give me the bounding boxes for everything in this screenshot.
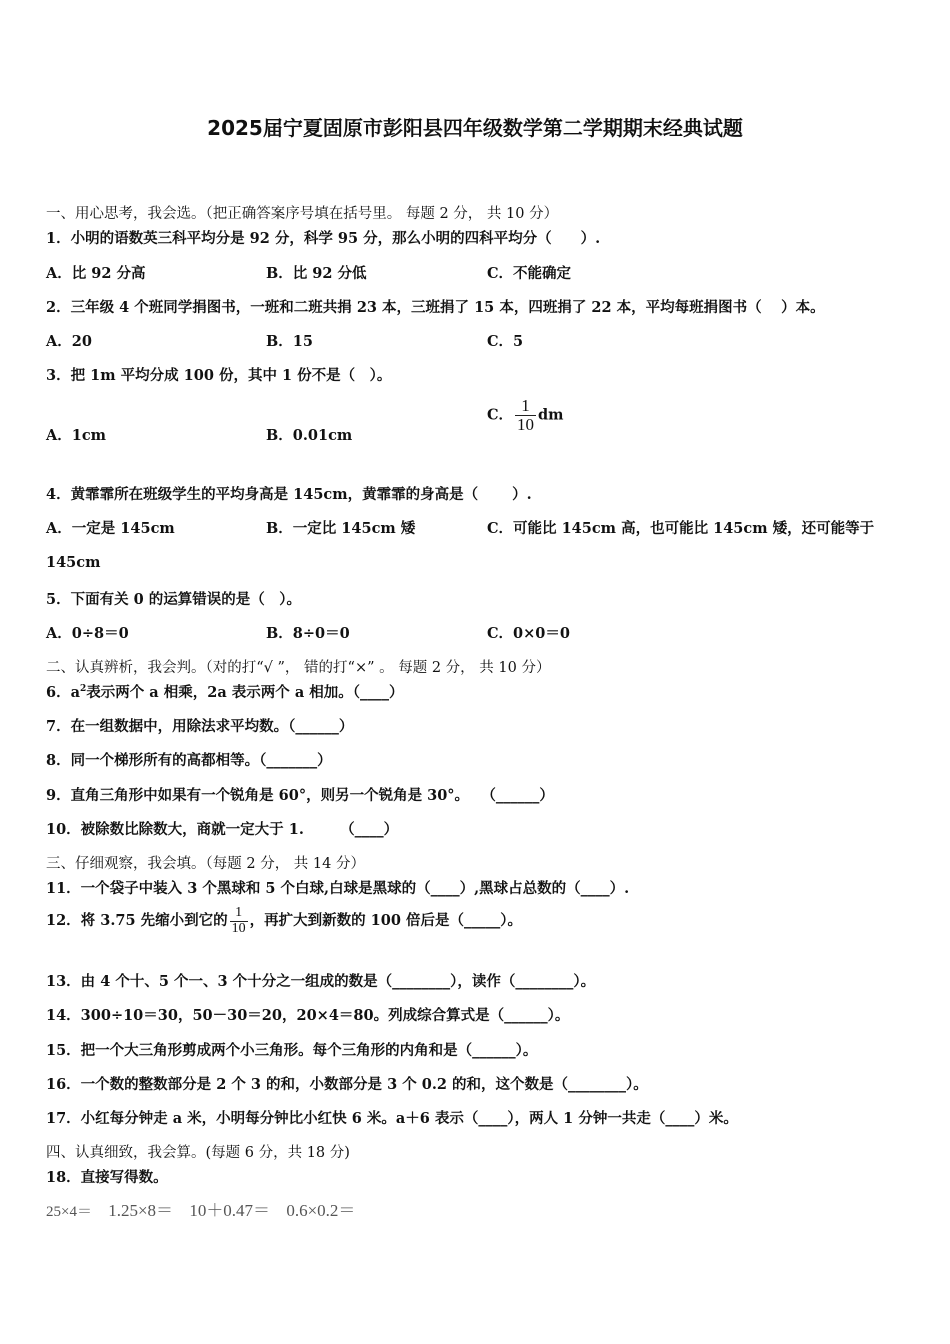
question-14: 14．300÷10＝30，50－30＝20，20×4＝80。列成综合算式是（______）。	[46, 1007, 570, 1024]
q3-option-c-unit: dm	[538, 406, 564, 424]
calc-item: 25×4＝	[46, 1204, 92, 1220]
q2-option-b: B．15	[266, 333, 313, 350]
q2-option-c: C．5	[487, 333, 524, 350]
section-4-heading: 四、认真细致，我会算。(每题 6 分，共 18 分)	[46, 1145, 350, 1161]
q4-option-a: A．一定是 145cm	[46, 520, 175, 537]
question-10: 10．被除数比除数大，商就一定大于 1. （____）	[46, 821, 399, 838]
question-2: 2．三年级 4 个班同学捐图书，一班和二班共捐 23 本，三班捐了 15 本，四班捐了 22 本，平均每班捐图书（ ）本。	[46, 299, 825, 316]
q1-option-a: A．比 92 分高	[46, 265, 146, 282]
q3-option-c	[487, 397, 564, 434]
question-13: 13．由 4 个十、5 个一、3 个十分之一组成的数是（________），读作（________）。	[46, 973, 596, 990]
q4-option-c: C．可能比 145cm 高，也可能比 145cm 矮，还可能等于	[487, 520, 875, 537]
question-5: 5．下面有关 0 的运算错误的是（ ）。	[46, 591, 302, 608]
calc-item: 1.25×8＝	[108, 1201, 174, 1220]
calculation-row	[46, 1196, 367, 1221]
question-4: 4．黄霏霏所在班级学生的平均身高是 145cm，黄霏霏的身高是（ ）.	[46, 486, 532, 503]
q1-option-c: C．不能确定	[487, 265, 572, 282]
q5-option-a: A．0÷8＝0	[46, 625, 129, 642]
q3-option-a: A．1cm	[46, 427, 107, 444]
q12-start: 12．将 3.75 先缩小到它的	[46, 912, 228, 930]
q4-option-c-continued: 145cm	[46, 554, 101, 571]
q5-option-c: C．0×0＝0	[487, 625, 570, 642]
q1-option-b: B．比 92 分低	[266, 265, 367, 282]
question-1: 1．小明的语数英三科平均分是 92 分，科学 95 分，那么小明的四科平均分（ ）.	[46, 230, 601, 247]
q3-option-b: B．0.01cm	[266, 427, 353, 444]
q4-option-b: B．一定比 145cm 矮	[266, 520, 416, 537]
question-12	[46, 906, 522, 936]
question-6	[46, 681, 404, 702]
page-title: 2025届宁夏固原市彭阳县四年级数学第二学期期末经典试题	[207, 116, 743, 140]
calc-item: 0.6×0.2＝	[286, 1201, 356, 1220]
q6-exponent: 2	[79, 684, 87, 695]
section-2-heading: 二、认真辨析，我会判。（对的打“√ ”， 错的打“×” 。 每题 2 分， 共 10 分）	[46, 660, 551, 676]
section-3-heading: 三、仔细观察，我会填。（每题 2 分， 共 14 分）	[46, 856, 365, 872]
fraction-denominator: 10	[231, 920, 246, 936]
question-11: 11．一个袋子中装入 3 个黑球和 5 个白球,白球是黑球的（____）,黑球占总数的（____）.	[46, 880, 630, 897]
q5-option-b: B．8÷0＝0	[266, 625, 350, 642]
q6-rest: 表示两个 a 相乘，2a 表示两个 a 相加。（____）	[86, 684, 404, 701]
question-17: 17．小红每分钟走 a 米，小明每分钟比小红快 6 米。a＋6 表示（____），两人 1 分钟一共走（____）米。	[46, 1110, 738, 1127]
question-8: 8．同一个梯形所有的高都相等。（_______）	[46, 752, 332, 769]
fraction-one-tenth	[230, 906, 248, 936]
q3-option-c-label: C．	[487, 406, 514, 424]
question-15: 15．把一个大三角形剪成两个小三角形。每个三角形的内角和是（______）。	[46, 1042, 538, 1059]
question-7: 7．在一组数据中，用除法求平均数。（______）	[46, 718, 354, 735]
question-18: 18．直接写得数。	[46, 1169, 168, 1186]
q2-option-a: A．20	[46, 333, 92, 350]
question-3: 3．把 1m 平均分成 100 份，其中 1 份不是（ ）。	[46, 367, 392, 384]
fraction-one-tenth	[515, 397, 536, 434]
q6-start: 6．a	[46, 684, 80, 701]
question-9: 9．直角三角形中如果有一个锐角是 60°，则另一个锐角是 30°。 （______）	[46, 787, 554, 804]
question-16: 16．一个数的整数部分是 2 个 3 的和，小数部分是 3 个 0.2 的和，这个数是（________）。	[46, 1076, 648, 1093]
calc-item: 10＋0.47＝	[189, 1201, 271, 1220]
section-1-heading: 一、用心思考，我会选。（把正确答案序号填在括号里。 每题 2 分， 共 10 分）	[46, 206, 559, 222]
fraction-numerator: 1	[515, 397, 536, 416]
fraction-numerator: 1	[230, 906, 248, 922]
fraction-denominator: 10	[517, 414, 535, 434]
q12-end: ，再扩大到新数的 100 倍后是（_____）。	[249, 912, 522, 930]
